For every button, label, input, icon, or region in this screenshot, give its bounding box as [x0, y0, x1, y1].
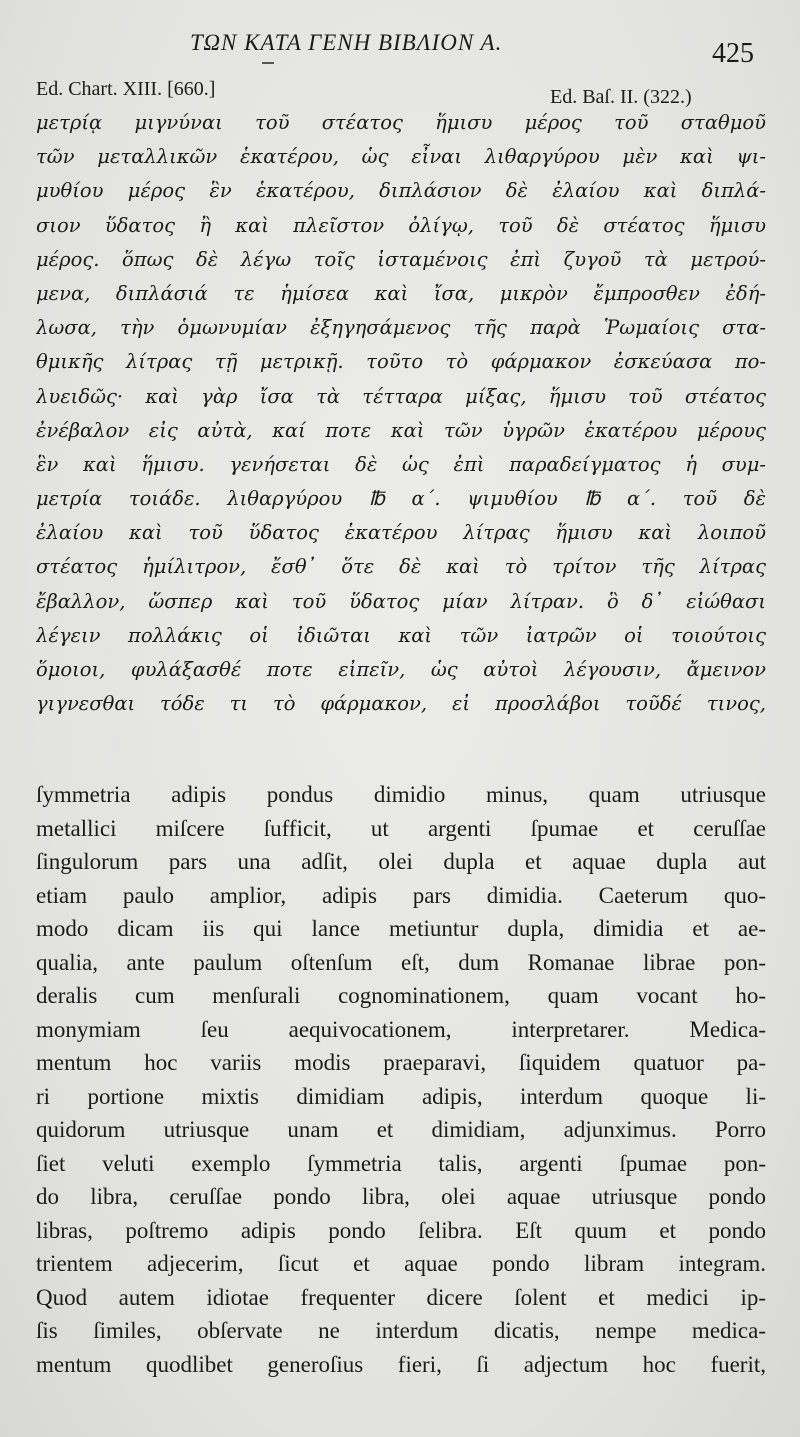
edition-ref-basel: Ed. Baſ. II. (322.): [550, 86, 692, 108]
latin-text-line: quidorum utriusque unam et dimidiam, adjunximus. Porro: [36, 1117, 766, 1142]
latin-text-line: monymiam ſeu aequivocationem, interpretarer. Medica-: [36, 1016, 766, 1042]
greek-text-line: ἐνέβαλον εἰς αὐτὰ, καί ποτε καὶ τῶν ὑγρῶν ἑκατέρου μέρους: [36, 418, 766, 442]
latin-text-line: mentum quodlibet generoſius fieri, ſi adjectum hoc fuerit,: [36, 1351, 766, 1377]
latin-translation-block: [36, 778, 766, 1381]
latin-text-line: Quod autem idiotae frequenter dicere ſolent et medici ip-: [36, 1284, 766, 1310]
greek-text-line: ὅμοιοι, φυλάξασθέ ποτε εἰπεῖν, ὡς αὐτοὶ λέγουσιν, ἄμεινον: [36, 658, 766, 681]
greek-text-line: τῶν μεταλλικῶν ἑκατέρου, ὡς εἶναι λιθαργύρου μὲν καὶ ψι-: [36, 145, 766, 169]
greek-text-block: [36, 106, 766, 721]
greek-text-line: στέατος ἡμίλιτρον, ἔσθ᾽ ὅτε δὲ καὶ τὸ τρίτον τῆς λίτρας: [36, 555, 766, 579]
greek-text-line: μετρίᾳ μιγνύναι τοῦ στέατος ἥμισυ μέρος τοῦ σταθμοῦ: [36, 111, 766, 134]
greek-text-line: γιγνεσθαι τόδε τι τὸ φάρμακον, εἰ προσλάβοι τοῦδέ τινος,: [36, 692, 766, 716]
greek-text-line: λυειδῶς· καὶ γὰρ ἴσα τὰ τέτταρα μίξας, ἥμισυ τοῦ στέατος: [36, 384, 766, 408]
latin-text-line: etiam paulo amplior, adipis pars dimidia. Caeterum quo-: [36, 882, 766, 908]
latin-text-line: mentum hoc variis modis praeparavi, ſiquidem quatuor pa-: [36, 1050, 766, 1075]
greek-text-line: σιον ὕδατος ἢ καὶ πλεῖστον ὀλίγῳ, τοῦ δὲ στέατος ἥμισυ: [36, 213, 766, 237]
latin-text-line: metallici miſcere ſufficit, ut argenti ſpumae et ceruſſae: [36, 815, 766, 841]
running-title: ΤΩΝ ΚΑΤΑ ΓΕΝΗ ΒΙΒΛΙΟΝ Α.: [190, 30, 503, 55]
latin-text-line: ſiet veluti exemplo ſymmetria talis, argenti ſpumae pon-: [36, 1150, 766, 1176]
greek-text-line: ἔβαλλον, ὥσπερ καὶ τοῦ ὕδατος μίαν λίτραν. ὃ δ᾽ εἰώθασι: [36, 589, 766, 613]
latin-text-line: deralis cum menſurali cognominationem, quam vocant ho-: [36, 983, 766, 1008]
edition-ref-chartier: Ed. Chart. XIII. [660.]: [36, 78, 216, 100]
running-head: [0, 28, 800, 68]
latin-text-line: ſis ſimiles, obſervate ne interdum dicatis, nempe medica-: [36, 1318, 766, 1343]
header-mark: [262, 62, 274, 64]
latin-text-line: trientem adjecerim, ſicut et aquae pondo libram integram.: [36, 1251, 766, 1276]
greek-text-line: ἓν καὶ ἥμισυ. γενήσεται δὲ ὡς ἐπὶ παραδείγματος ἡ συμ-: [36, 452, 766, 476]
greek-text-line: θμικῆς λίτρας τῇ μετρικῇ. τοῦτο τὸ φάρμακον ἐσκεύασα πο-: [36, 350, 766, 374]
greek-text-line: μενα, διπλάσιά τε ἡμίσεα καὶ ἴσα, μικρὸν ἔμπροσθεν ἐδή-: [36, 281, 766, 305]
greek-text-line: μυθίου μέρος ἓν ἑκατέρου, διπλάσιον δὲ ἐλαίου καὶ διπλά-: [36, 179, 766, 203]
latin-text-line: ſingulorum pars una adſit, olei dupla et aquae dupla aut: [36, 849, 766, 874]
latin-text-line: qualia, ante paulum oſtenſum eſt, dum Romanae librae pon-: [36, 949, 766, 975]
greek-text-line: λωσα, τὴν ὁμωνυμίαν ἐξηγησάμενος τῆς παρὰ Ῥωμαίοις στα-: [36, 316, 766, 340]
greek-text-line: μέρος. ὅπως δὲ λέγω τοῖς ἱσταμένοις ἐπὶ ζυγοῦ τὰ μετρού-: [36, 247, 766, 271]
greek-text-line: μετρία τοιάδε. λιθαργύρου ℔ α΄. ψιμυθίου ℔ α΄. τοῦ δὲ: [36, 487, 766, 511]
latin-text-line: ſymmetria adipis pondus dimidio minus, quam utriusque: [36, 782, 766, 807]
latin-text-line: ri portione mixtis dimidiam adipis, interdum quoque li-: [36, 1083, 766, 1109]
latin-text-line: libras, poſtremo adipis pondo ſelibra. Eſt quum et pondo: [36, 1217, 766, 1243]
latin-text-line: modo dicam iis qui lance metiuntur dupla, dimidia et ae-: [36, 916, 766, 941]
edition-references: [0, 78, 800, 108]
greek-text-line: ἐλαίου καὶ τοῦ ὕδατος ἑκατέρου λίτρας ἥμισυ καὶ λοιποῦ: [36, 521, 766, 545]
latin-text-line: do libra, ceruſſae pondo libra, olei aquae utriusque pondo: [36, 1184, 766, 1209]
page-number: 425: [712, 38, 754, 69]
greek-text-line: λέγειν πολλάκις οἱ ἰδιῶται καὶ τῶν ἰατρῶν οἱ τοιούτοις: [36, 623, 766, 647]
